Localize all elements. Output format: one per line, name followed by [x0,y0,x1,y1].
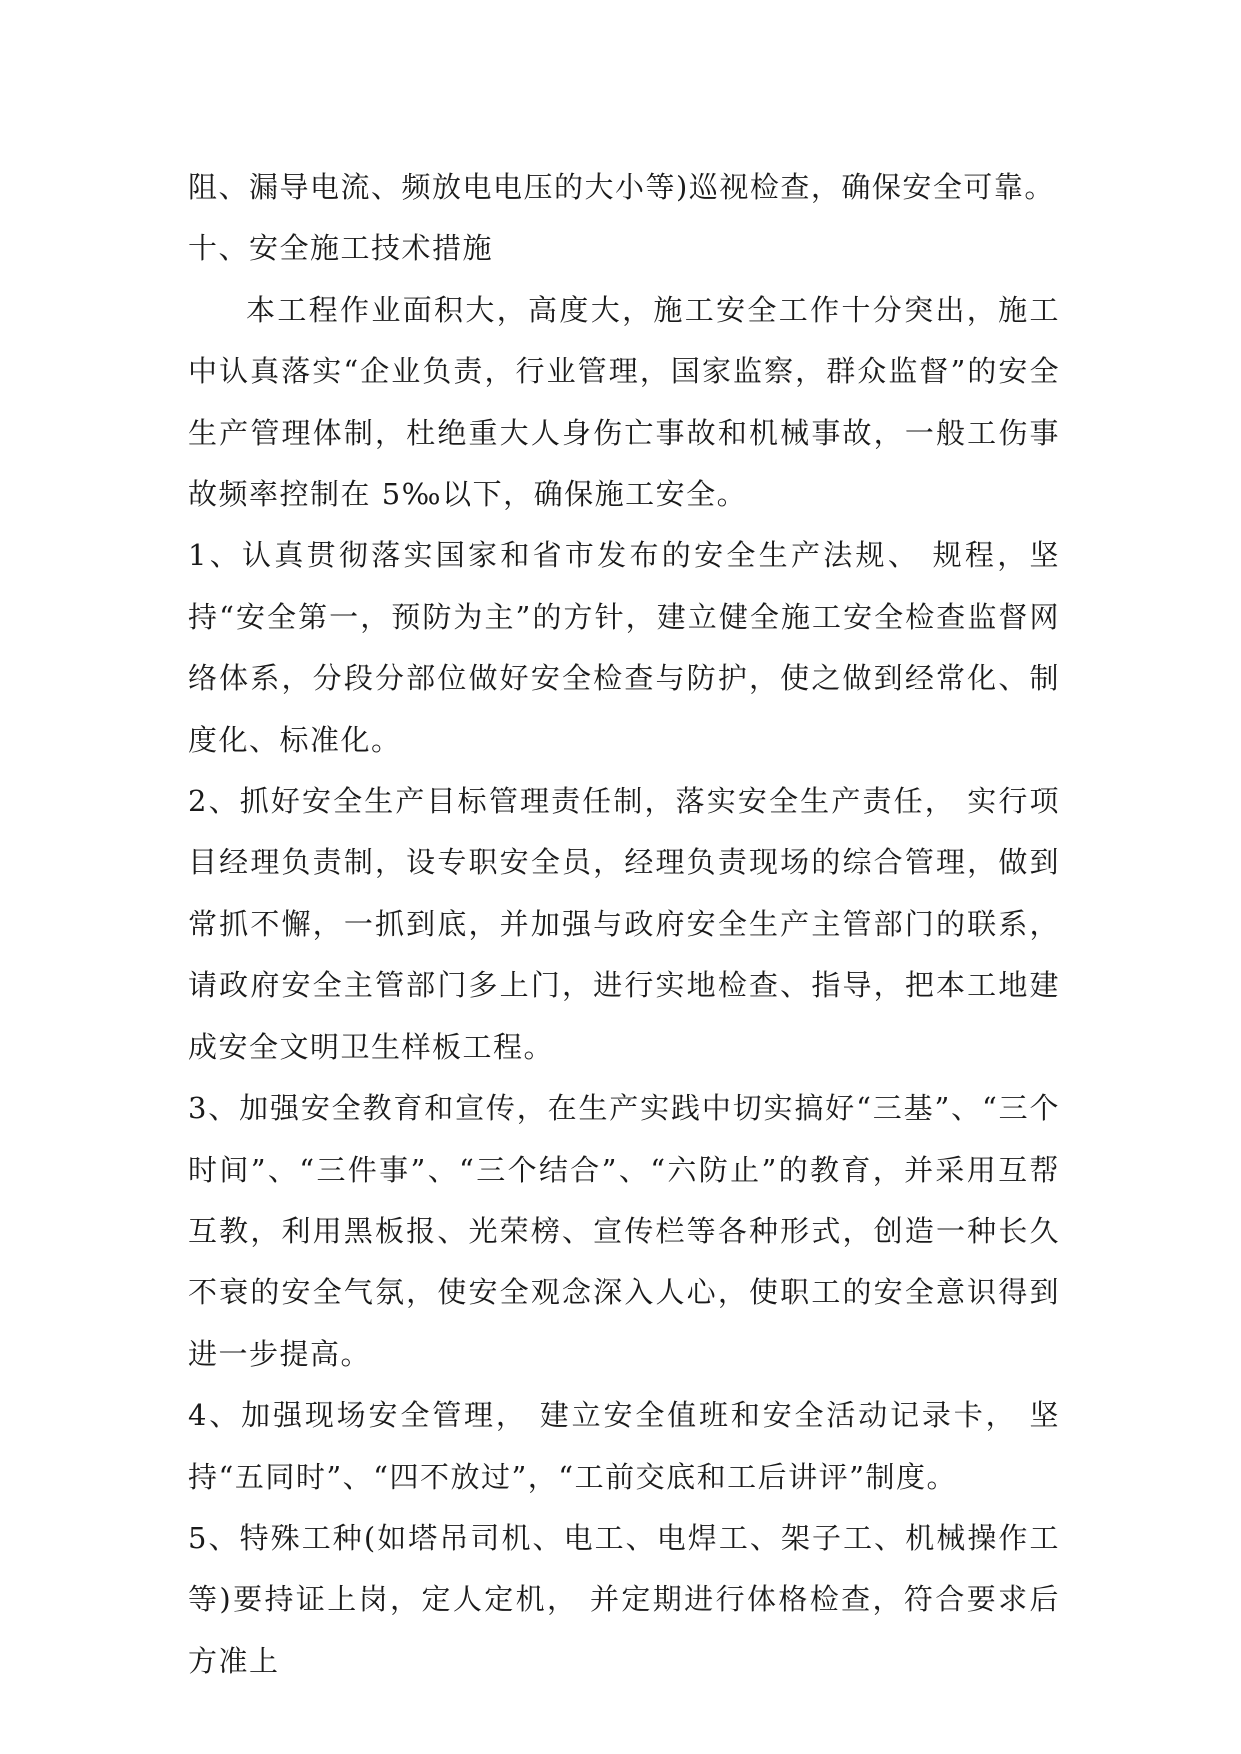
paragraph-continuation: 阻、漏导电流、频放电电压的大小等)巡视检查，确保安全可靠。 [188,170,1055,204]
list-item-3: 3、加强安全教育和宣传，在生产实践中切实搞好“三基”、“三个时间”、“三件事”、“三个结合”、“六防止”的教育，并采用互帮互教，利用黑板报、光荣榜、宣传栏等各种形式，创造一种长久不衰的安全气氛，使安全观念深入人心，使职工的安全意识得到进一步提高。 [188,1091,1060,1371]
list-item-4: 4、加强现场安全管理， 建立安全值班和安全活动记录卡， 坚持“五同时”、“四不放过”，“工前交底和工后讲评”制度。 [188,1398,1060,1494]
paragraph-intro: 本工程作业面积大，高度大，施工安全工作十分突出，施工中认真落实“企业负责，行业管理，国家监察，群众监督”的安全生产管理体制，杜绝重大人身伤亡事故和机械事故，一般工伤事故频率控制在 5‰以下，确保施工安全。 [188,292,1060,512]
document-body [188,157,1060,1692]
section-heading: 十、安全施工技术措施 [188,231,494,266]
list-item-5: 5、特殊工种(如塔吊司机、电工、电焊工、架子工、机械操作工等)要持证上岗，定人定机， 并定期进行体格检查，符合要求后方准上 [188,1520,1060,1678]
list-item-2: 2、抓好安全生产目标管理责任制，落实安全生产责任， 实行项目经理负责制，设专职安全员，经理负责现场的综合管理，做到常抓不懈，一抓到底，并加强与政府安全生产主管部门的联系，请政府安全主管部门多上门，进行实地检查、指导，把本工地建成安全文明卫生样板工程。 [188,784,1060,1064]
list-item-1: 1、认真贯彻落实国家和省市发布的安全生产法规、 规程，坚持“安全第一，预防为主”的方针，建立健全施工安全检查监督网络体系，分段分部位做好安全检查与防护，使之做到经常化、制度化、标准化。 [188,538,1060,757]
